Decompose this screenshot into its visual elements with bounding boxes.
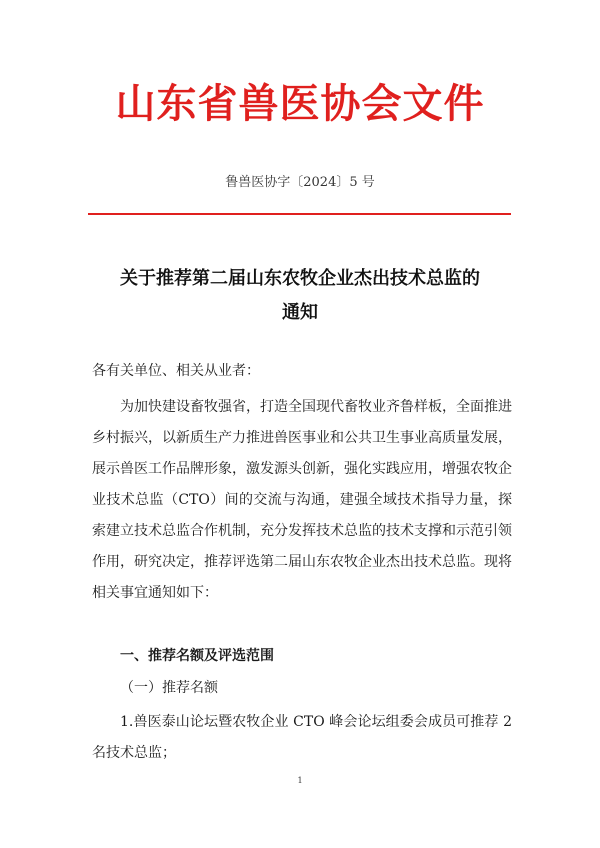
intro-paragraph: 为加快建设畜牧强省，打造全国现代畜牧业齐鲁样板，全面推进乡村振兴，以新质生产力推进兽医事业和公共卫生事业高质量发展，展示兽医工作品牌形象，激发源头创新，强化实践应用，增强农牧企业技术总监（CTO）间的交流与沟通，建强全域技术指导力量，探索建立技术总监合作机制，充分发挥技术总监的技术支撑和示范引领作用，研究决定，推荐评选第二届山东农牧企业杰出技术总监。现将相关事宜通知如下： — [92, 399, 512, 601]
notice-title — [80, 262, 520, 330]
salutation: 各有关单位、相关从业者： — [92, 363, 260, 379]
document-header-title: 山东省兽医协会文件 — [115, 80, 485, 127]
section-heading-1: 一、推荐名额及评选范围 — [120, 648, 274, 664]
notice-title-line-1: 关于推荐第二届山东农牧企业杰出技术总监的 — [120, 268, 480, 289]
notice-title-line-2: 通知 — [282, 302, 318, 323]
header-divider-line — [88, 213, 511, 215]
page-number: 1 — [297, 776, 303, 785]
document-number: 鲁兽医协字〔2024〕5 号 — [225, 175, 375, 190]
list-item-1: 1.兽医泰山论坛暨农牧企业 CTO 峰会论坛组委会成员可推荐 2 名技术总监； — [92, 714, 512, 761]
subsection-heading-1: （一）推荐名额 — [120, 680, 218, 696]
